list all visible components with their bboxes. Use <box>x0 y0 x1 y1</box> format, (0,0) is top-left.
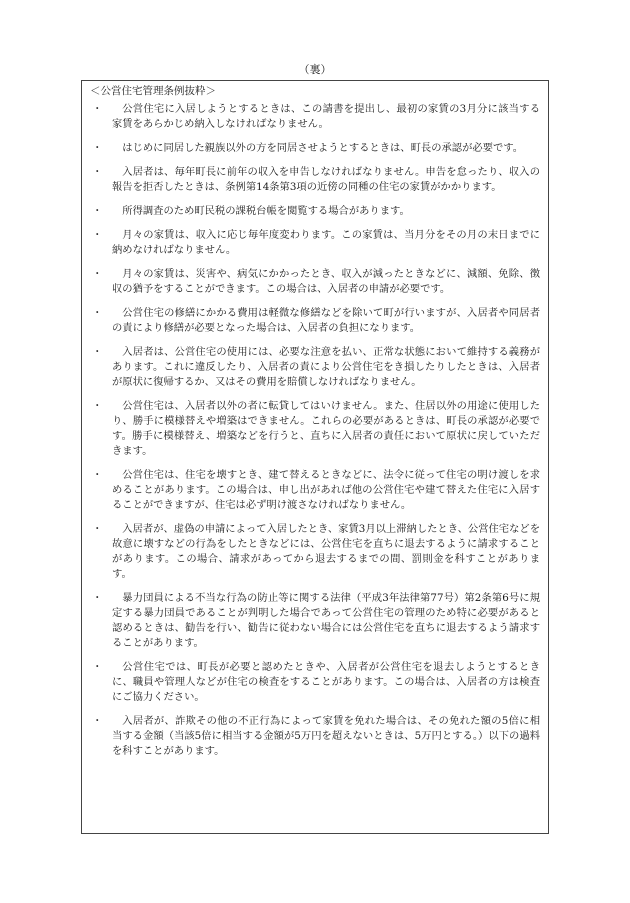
rule-text: 所得調査のため町民税の課税台帳を閲覧する場合があります。 <box>122 205 410 217</box>
section-title: ＜公営住宅管理条例抜粋＞ <box>90 85 216 97</box>
list-item <box>90 306 540 336</box>
bullet-icon: ・ <box>92 142 103 154</box>
bullet-icon: ・ <box>92 307 103 319</box>
list-item <box>90 399 540 459</box>
rule-list <box>90 102 540 759</box>
bullet-icon: ・ <box>92 205 103 217</box>
rule-text: 月々の家賃は、収入に応じ毎年度変わります。この家賃は、当月分をその月の末日までに納めなければなりません。 <box>112 229 540 256</box>
list-item <box>90 102 540 132</box>
rule-text: 公営住宅の修繕にかかる費用は軽微な修繕などを除いて町が行いますが、入居者や同居者の責により修繕が必要となった場合は、入居者の負担になります。 <box>112 307 540 334</box>
rule-text: 公営住宅は、住宅を壊すとき、建て替えるときなどに、法令に従って住宅の明け渡しを求めることがあります。この場合は、申し出があれば他の公営住宅や建て替えた住宅に入居することができますが、住宅は必ず明け渡さなければなりません。 <box>112 469 540 511</box>
rule-text: はじめに同居した親族以外の方を同居させようとするときは、町長の承認が必要です。 <box>122 142 524 154</box>
bullet-icon: ・ <box>92 715 103 727</box>
ordinance-excerpt-box <box>81 80 549 834</box>
bullet-icon: ・ <box>92 166 103 178</box>
list-item <box>90 714 540 759</box>
list-item <box>90 141 540 156</box>
list-item <box>90 267 540 297</box>
list-item <box>90 468 540 513</box>
rule-text: 入居者が、詐欺その他の不正行為によって家賃を免れた場合は、その免れた額の5倍に相当する金額（当該5倍に相当する金額が5万円を超えないときは、5万円とする。）以下の過料を科すことがあります。 <box>112 715 540 757</box>
bullet-icon: ・ <box>92 661 103 673</box>
rule-text: 入居者は、毎年町長に前年の収入を申告しなければなりません。申告を怠ったり、収入の報告を拒否したときは、条例第14条第3項の近傍の同種の住宅の家賃がかかります。 <box>112 166 540 193</box>
bullet-icon: ・ <box>92 103 103 115</box>
list-item <box>90 204 540 219</box>
bullet-icon: ・ <box>92 268 103 280</box>
bullet-icon: ・ <box>92 400 103 412</box>
rule-text: 暴力団員による不当な行為の防止等に関する法律（平成3年法律第77号）第2条第6号に規定する暴力団員であることが判明した場合であって公営住宅の管理のため特に必要があると認めるときは、勧告を行い、勧告に従わない場合には公営住宅を直ちに退去するよう請求することがあります。 <box>112 592 540 649</box>
list-item <box>90 660 540 705</box>
bullet-icon: ・ <box>92 346 103 358</box>
list-item <box>90 228 540 258</box>
rule-text: 入居者が、虚偽の申請によって入居したとき、家賃3月以上滞納したとき、公営住宅などを故意に壊すなどの行為をしたときなどには、公営住宅を直ちに退去するように請求することがあります。この場合、請求があってから退去するまでの間、罰則金を科すことがあります。 <box>112 523 540 580</box>
rule-text: 入居者は、公営住宅の使用には、必要な注意を払い、正常な状態において維持する義務があります。これに違反したり、入居者の責により公営住宅をき損したりしたときは、入居者が原状に復帰するか、又はその費用を賠償しなければなりません。 <box>112 346 540 388</box>
rule-text: 公営住宅は、入居者以外の者に転貸してはいけません。また、住居以外の用途に使用したり、勝手に模様替えや増築はできません。これらの必要があるときは、町長の承認が必要です。勝手に模様替え、増築などを行うと、直ちに入居者の責任において原状に戻していただきます。 <box>112 400 540 457</box>
rule-text: 月々の家賃は、災害や、病気にかかったとき、収入が減ったときなどに、減額、免除、徴収の猶予をすることができます。この場合は、入居者の申請が必要です。 <box>112 268 540 295</box>
list-item <box>90 345 540 390</box>
list-item <box>90 522 540 582</box>
rule-text: 公営住宅では、町長が必要と認めたときや、入居者が公営住宅を退去しようとするときに、職員や管理人などが住宅の検査をすることがあります。この場合は、入居者の方は検査にご協力ください。 <box>112 661 540 703</box>
bullet-icon: ・ <box>92 592 103 604</box>
list-item <box>90 591 540 651</box>
list-item <box>90 165 540 195</box>
page-side-label: （裏） <box>298 63 332 76</box>
bullet-icon: ・ <box>92 523 103 535</box>
bullet-icon: ・ <box>92 229 103 241</box>
rule-text: 公営住宅に入居しようとするときは、この請書を提出し、最初の家賃の3月分に該当する家賃をあらかじめ納入しなければなりません。 <box>112 103 540 130</box>
bullet-icon: ・ <box>92 469 103 481</box>
